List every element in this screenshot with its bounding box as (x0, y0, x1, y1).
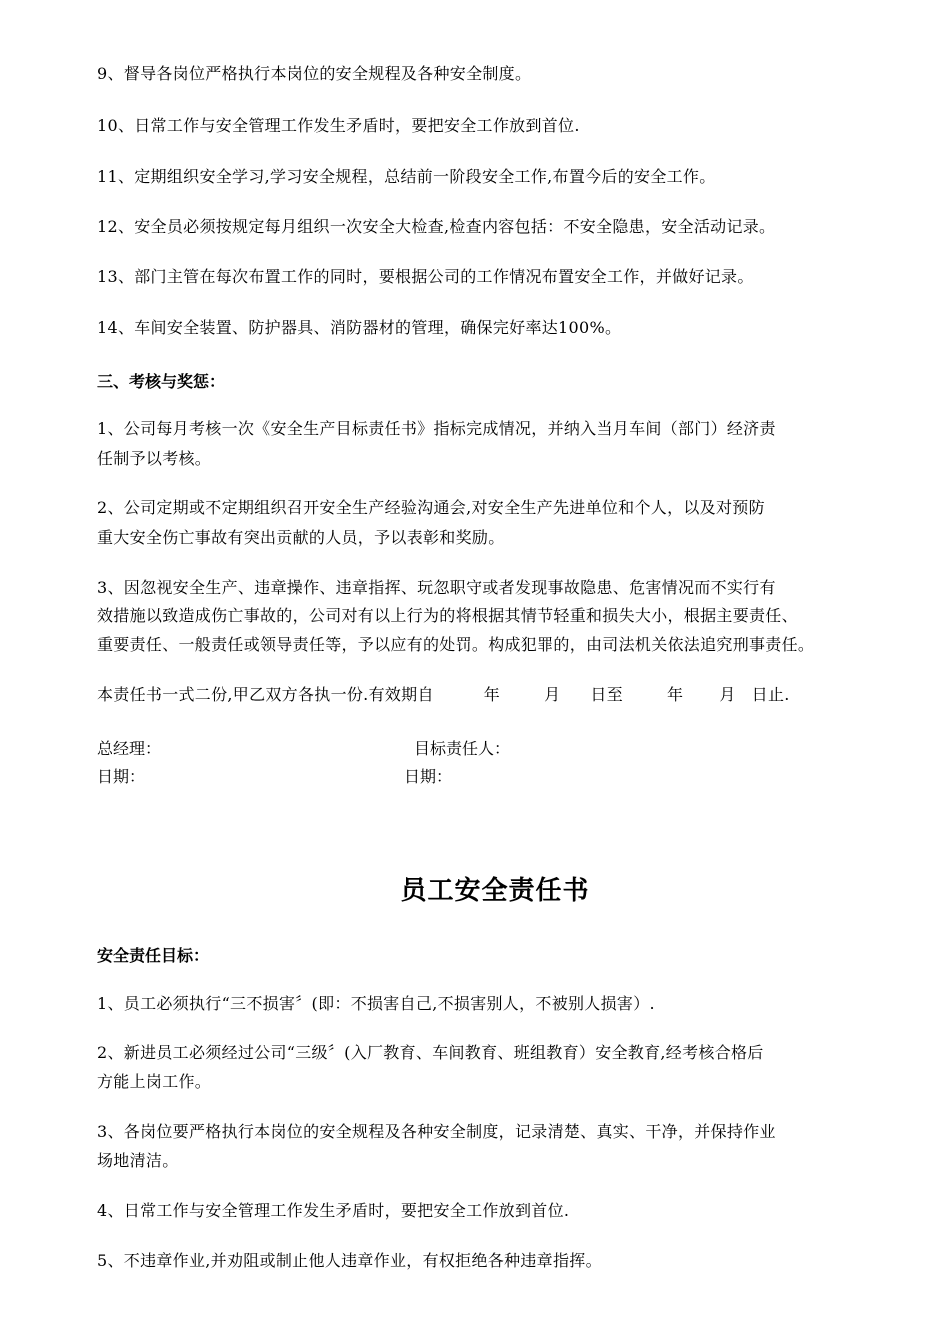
goal-item-3-line-1: 3、各岗位要严格执行本岗位的安全规程及各种安全制度，记录清楚、真实、干净，并保持作业 (97, 1122, 776, 1141)
item-10: 10、日常工作与安全管理工作发生矛盾时，要把安全工作放到首位. (97, 116, 580, 135)
assessment-para-3-line-3: 重要责任、一般责任或领导责任等，予以应有的处罚。构成犯罪的，由司法机关依法追究刑事责任。 (97, 635, 815, 654)
goal-item-4: 4、日常工作与安全管理工作发生矛盾时，要把安全工作放到首位. (97, 1201, 570, 1220)
section-heading-safety-goals: 安全责任目标： (97, 946, 210, 965)
validity-prefix: 本责任书一式二份,甲乙双方各执一份.有效期自 (97, 685, 434, 704)
validity-year-2: 年 (667, 685, 684, 704)
item-12: 12、安全员必须按规定每月组织一次安全大检查,检查内容包括：不安全隐患，安全活动记录。 (97, 217, 776, 236)
item-14: 14、车间安全装置、防护器具、消防器材的管理，确保完好率达100%。 (97, 318, 622, 337)
goal-item-3-line-2: 场地清洁。 (97, 1151, 179, 1170)
document-title: 员工安全责任书 (400, 876, 590, 906)
validity-line (97, 685, 790, 705)
assessment-para-3-line-1: 3、因忽视安全生产、违章操作、违章指挥、玩忽职守或者发现事故隐患、危害情况而不实行有 (97, 578, 776, 597)
date-label-right: 日期： (404, 767, 453, 786)
validity-month-1: 月 (544, 685, 561, 704)
validity-month-2: 月 (719, 685, 736, 704)
goal-item-1: 1、员工必须执行“三不损害〞(即：不损害自己,不损害别人，不被别人损害）. (97, 994, 655, 1013)
assessment-para-2-line-2: 重大安全伤亡事故有突出贡献的人员，予以表彰和奖励。 (97, 528, 505, 547)
validity-day-2: 日止. (751, 685, 790, 704)
goal-item-5: 5、不违章作业,并劝阻或制止他人违章作业，有权拒绝各种违章指挥。 (97, 1251, 602, 1270)
assessment-para-1-line-2: 任制予以考核。 (97, 449, 212, 468)
responsible-person-label: 目标责任人： (414, 739, 511, 758)
item-9: 9、督导各岗位严格执行本岗位的安全规程及各种安全制度。 (97, 64, 532, 83)
date-label-left: 日期： (97, 767, 146, 786)
item-13: 13、部门主管在每次布置工作的同时，要根据公司的工作情况布置安全工作，并做好记录。 (97, 267, 754, 286)
validity-day-1: 日至 (590, 685, 624, 704)
assessment-para-2-line-1: 2、公司定期或不定期组织召开安全生产经验沟通会,对安全生产先进单位和个人，以及对预防 (97, 498, 765, 517)
goal-item-2-line-2: 方能上岗工作。 (97, 1072, 212, 1091)
assessment-para-1-line-1: 1、公司每月考核一次《安全生产目标责任书》指标完成情况，并纳入当月车间（部门）经济责 (97, 419, 776, 438)
assessment-para-3-line-2: 效措施以致造成伤亡事故的，公司对有以上行为的将根据其情节轻重和损失大小，根据主要责任、 (97, 606, 798, 625)
goal-item-2-line-1: 2、新进员工必须经过公司“三级〞(入厂教育、车间教育、班组教育）安全教育,经考核合格后 (97, 1043, 764, 1062)
general-manager-label: 总经理： (97, 739, 162, 758)
section-heading-assessment: 三、考核与奖惩： (97, 372, 226, 391)
item-11: 11、定期组织安全学习,学习安全规程，总结前一阶段安全工作,布置今后的安全工作。 (97, 167, 716, 186)
validity-year-1: 年 (483, 685, 501, 704)
